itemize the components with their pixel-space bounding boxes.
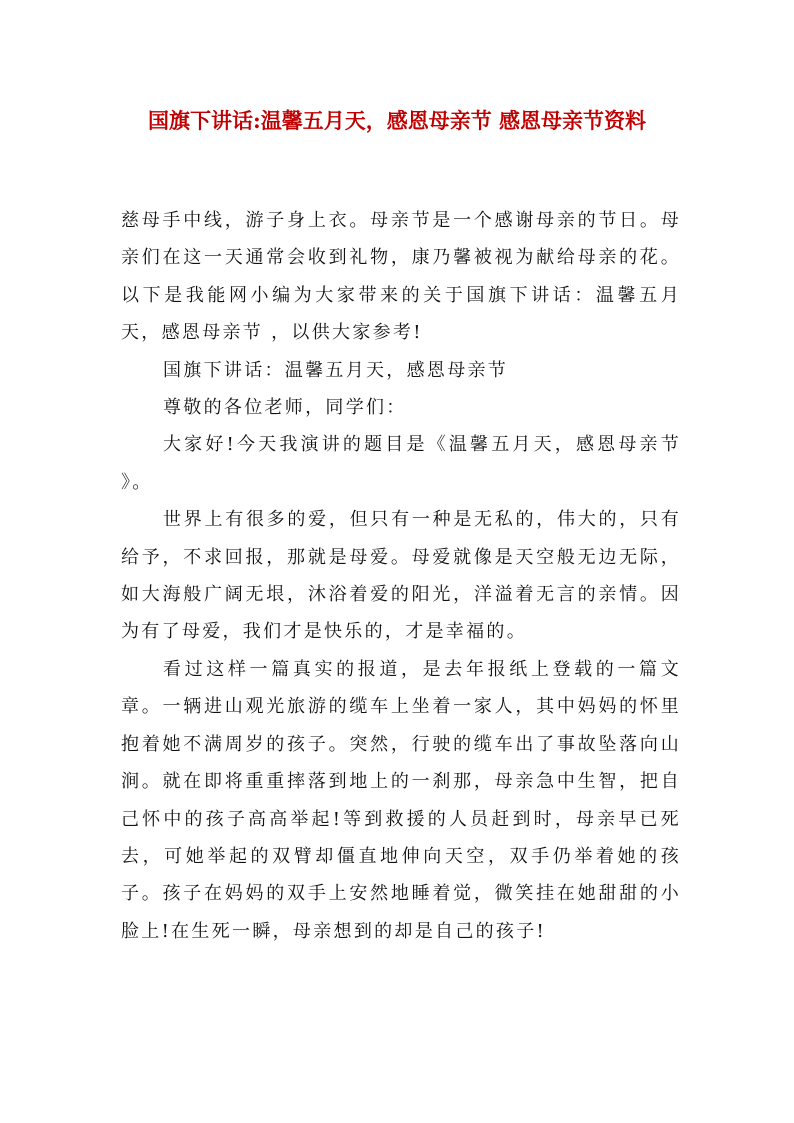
paragraph-salutation: 尊敬的各位老师，同学们： [163, 397, 407, 419]
paragraph-story: 看过这样一篇真实的报道，是去年报纸上登载的一篇文章。一辆进山观光旅游的缆车上坐着一家人，其中妈妈的怀里抱着她不满周岁的孩子。突然，行驶的缆车出了事故坠落向山涧。就在即将重重摔落到地上的一刹那，母亲急中生智，把自己怀中的孩子高高举起!等到救援的人员赶到时，母亲早已死去，可她举起的双臂却僵直地伸向天空，双手仍举着她的孩子。孩子在妈妈的双手上安然地睡着觉，微笑挂在她甜甜的小脸上!在生死一瞬，母亲想到的却是自己的孩子! [121, 658, 681, 942]
paragraph-intro: 慈母手中线，游子身上衣。母亲节是一个感谢母亲的节日。母亲们在这一天通常会收到礼物，康乃馨被视为献给母亲的花。以下是我能网小编为大家带来的关于国旗下讲话：温馨五月天，感恩母亲节 ，以供大家参考! [121, 210, 681, 344]
paragraph-speech-heading: 国旗下讲话：温馨五月天，感恩母亲节 [163, 359, 509, 381]
paragraph-mother-love: 世界上有很多的爱，但只有一种是无私的，伟大的，只有给予，不求回报，那就是母爱。母爱就像是天空般无边无际，如大海般广阔无垠，沐浴着爱的阳光，洋溢着无言的亲情。因为有了母爱，我们才是快乐的，才是幸福的。 [121, 509, 681, 643]
paragraph-greeting: 大家好!今天我演讲的题目是《温馨五月天，感恩母亲节 》。 [121, 434, 681, 493]
document-body [121, 202, 681, 950]
document-title: 国旗下讲话:温馨五月天，感恩母亲节 感恩母亲节资料 [147, 108, 647, 133]
